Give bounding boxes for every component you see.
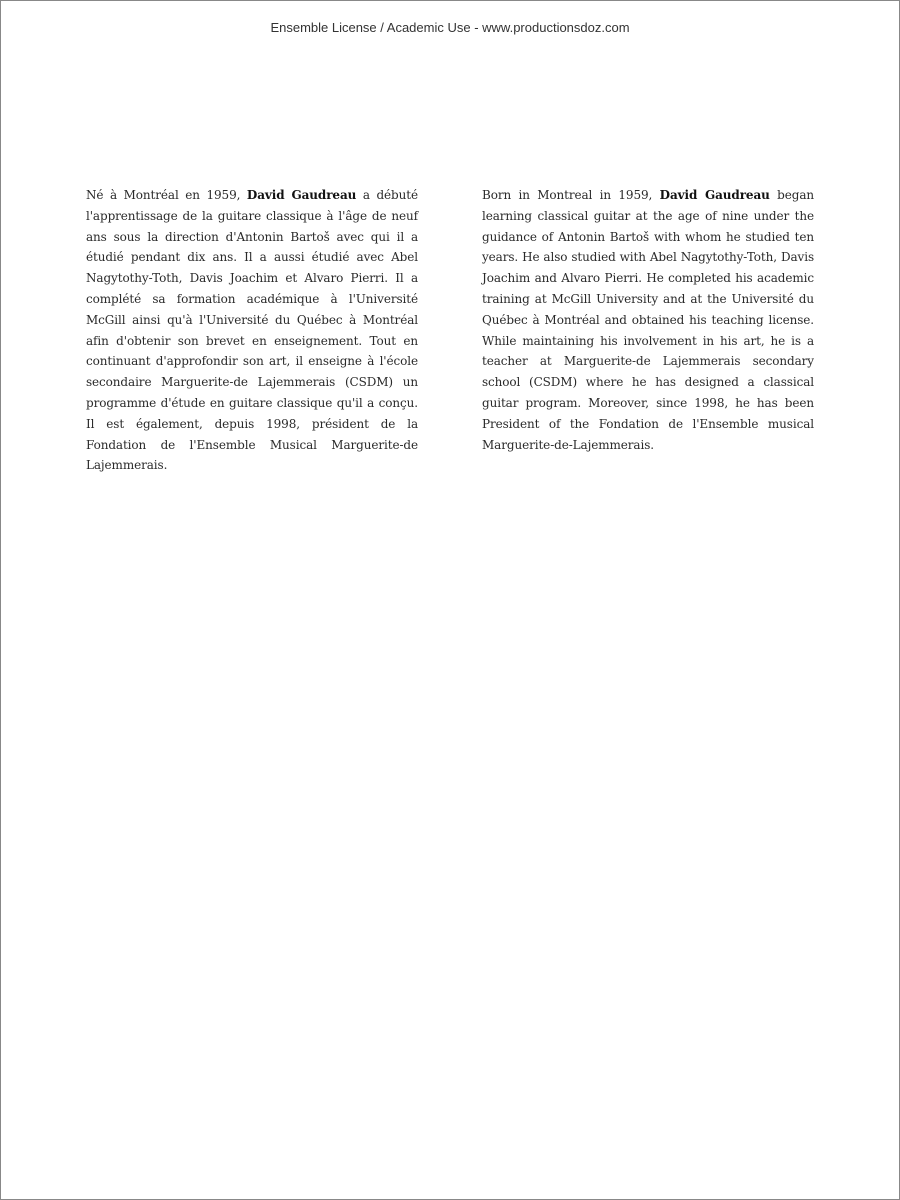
- bio-en-body: began learning classical guitar at the age of nine under the guidance of Antonin Bartoš with whom he studied ten years. He also studied with Abel Nagytothy-Toth, Davis Joachim and Alvaro Pierri. He completed his academic training at McGill University and at the Université du Québec à Montréal and obtained his teaching license. While maintaining his involvement in his art, he is a teacher at Marguerite-de Lajemmerais secondary school (CSDM) where he has designed a classical guitar program. Moreover, since 1998, he has been President of the Fondation de l'Ensemble musical Marguerite-de-Lajemmerais.: [482, 188, 815, 452]
- license-header: Ensemble License / Academic Use - www.productionsdoz.com: [270, 20, 630, 35]
- bio-en-intro: Born in Montreal in 1959,: [482, 188, 653, 202]
- bio-fr-intro: Né à Montréal en 1959,: [86, 188, 241, 202]
- bio-fr-body: a débuté l'apprentissage de la guitare classique à l'âge de neuf ans sous la direction d'Antonin Bartoš avec qui il a étudié pendant dix ans. Il a aussi étudié avec Abel Nagytothy-Toth, Davis Joachim et Alvaro Pierri. Il a complété sa formation académique à l'Université McGill ainsi qu'à l'Université du Québec à Montréal afin d'obtenir son brevet en enseignement. Tout en continuant d'approfondir son art, il enseigne à l'école secondaire Marguerite-de Lajemmerais (CSDM) un programme d'étude en guitare classique qu'il a conçu. Il est également, depuis 1998, président de la Fondation de l'Ensemble Musical Marguerite-de Lajemmerais.: [86, 188, 418, 473]
- bio-fr-name: David Gaudreau: [246, 188, 357, 202]
- bio-en-name: David Gaudreau: [659, 188, 770, 202]
- biography-french: [86, 185, 418, 476]
- biography-english: [482, 185, 814, 455]
